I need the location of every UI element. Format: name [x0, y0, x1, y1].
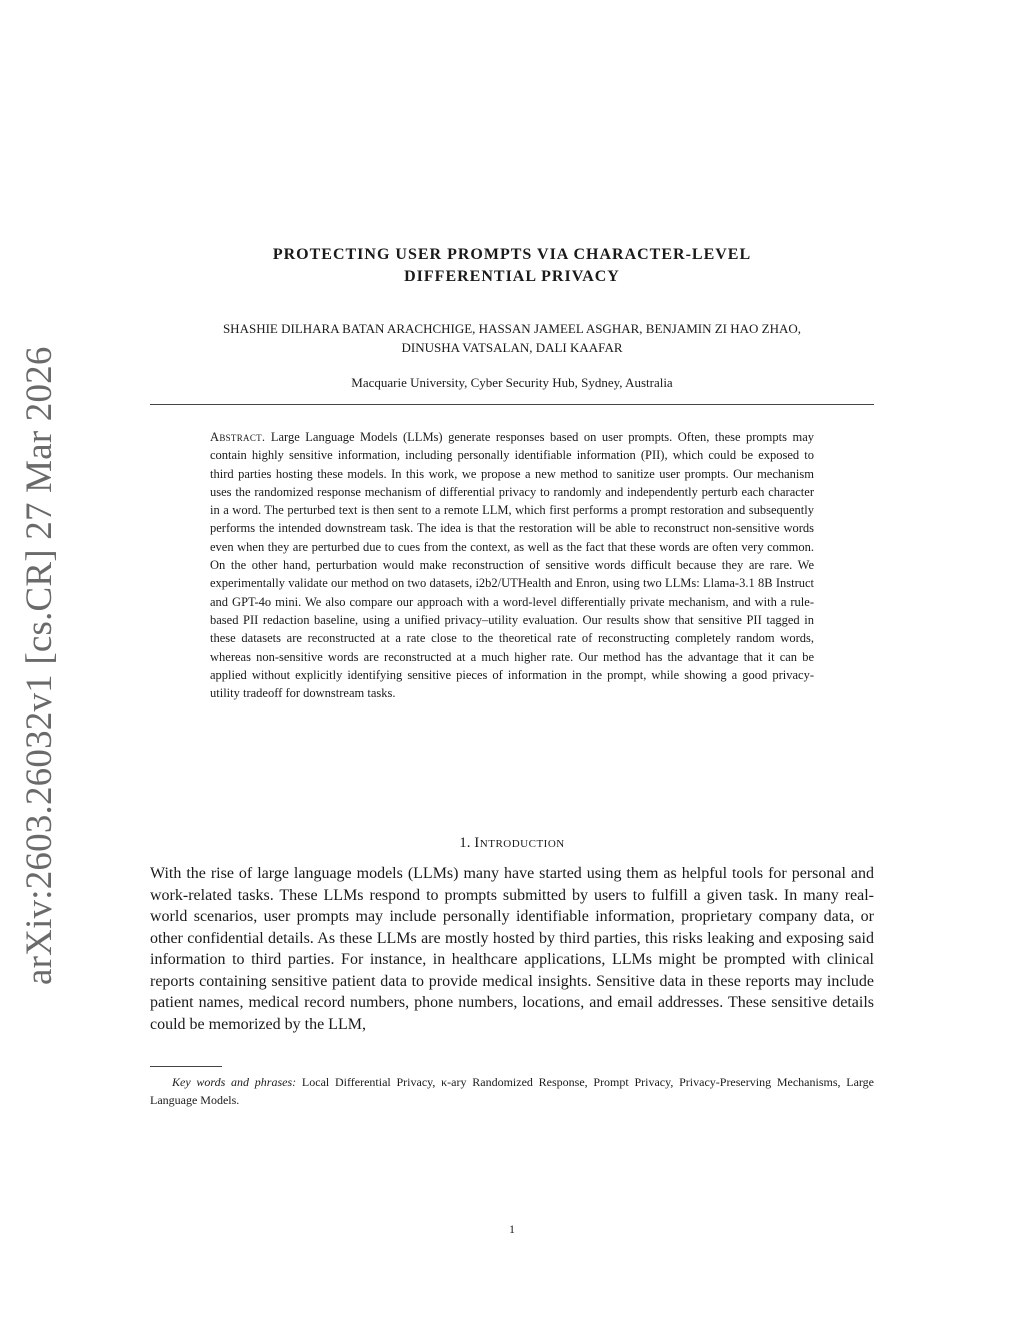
abstract-label: Abstract. [210, 430, 266, 444]
arxiv-identifier-stamp: arXiv:2603.26032v1 [cs.CR] 27 Mar 2026 [19, 346, 60, 985]
affiliation: Macquarie University, Cyber Security Hub, Sydney, Australia [351, 375, 673, 390]
section-number: 1. [459, 835, 471, 851]
header-divider [150, 404, 874, 405]
footnote-text: Local Differential Privacy, κ-ary Randomized Response, Prompt Privacy, Privacy-Preserving Mechanisms, Large Language Models. [150, 1075, 875, 1107]
title-line-1: PROTECTING USER PROMPTS VIA CHARACTER-LEVEL [272, 246, 752, 263]
section-title: Introduction [474, 835, 565, 851]
footnote-divider [150, 1066, 222, 1067]
abstract [210, 428, 814, 702]
authors-line-1: SHASHIE DILHARA BATAN ARACHCHIGE, HASSAN JAMEEL ASGHAR, BENJAMIN ZI HAO ZHAO, [222, 321, 802, 336]
authors-line-2: DINUSHA VATSALAN, DALI KAAFAR [401, 340, 623, 355]
keywords-footnote [150, 1073, 874, 1109]
author-list [140, 319, 884, 357]
paper-title [150, 244, 874, 288]
introduction-paragraph: With the rise of large language models (LLMs) many have started using them as helpful tools for personal and work-related tasks. These LLMs respond to prompts submitted by users to fulfill a given task. In many real-world scenarios, user prompts may include personally identifiable information, proprietary company data, or other confidential details. As these LLMs are mostly hosted by third parties, this risks leaking and exposing said information to third parties. For instance, in healthcare applications, LLMs might be prompted with clinical reports containing sensitive patient data to provide medical insights. Sensitive data in these reports may include patient names, medical record numbers, phone numbers, locations, and email addresses. These sensitive details could be memorized by the LLM, [150, 865, 874, 1033]
footnote-label: Key words and phrases: [172, 1075, 297, 1089]
section-heading-introduction [150, 833, 874, 853]
abstract-text: Large Language Models (LLMs) generate responses based on user prompts. Often, these prompts may contain highly sensitive information, including personally identifiable information (PII), which could be exposed to third parties hosting these models. In this work, we propose a new method to sanitize user prompts. Our mechanism uses the randomized response mechanism of differential privacy to randomly and independently perturb each character in a word. The perturbed text is then sent to a remote LLM, which first performs a prompt restoration and subsequently performs the intended downstream task. The idea is that the restoration will be able to reconstruct non-sensitive words even when they are perturbed due to cues from the context, as well as the fact that these words are often very common. On the other hand, perturbation would make reconstruction of sensitive words difficult because they are rare. We experimentally validate our method on two datasets, i2b2/UTHealth and Enron, using two LLMs: Llama-3.1 8B Instruct and GPT-4o mini. We also compare our approach with a word-level differentially private mechanism, and with a rule-based PII redaction baseline, using a unified privacy–utility evaluation. Our results show that sensitive PII tagged in these datasets are reconstructed at a rate close to the theoretical rate of reconstructing completely random words, whereas non-sensitive words are reconstructed at a much higher rate. Our method has the advantage that it can be applied without explicitly identifying sensitive pieces of information in the prompt, while showing a good privacy-utility tradeoff for downstream tasks. [210, 430, 814, 701]
page-number: 1 [509, 1222, 515, 1236]
title-line-2: DIFFERENTIAL PRIVACY [404, 268, 620, 285]
